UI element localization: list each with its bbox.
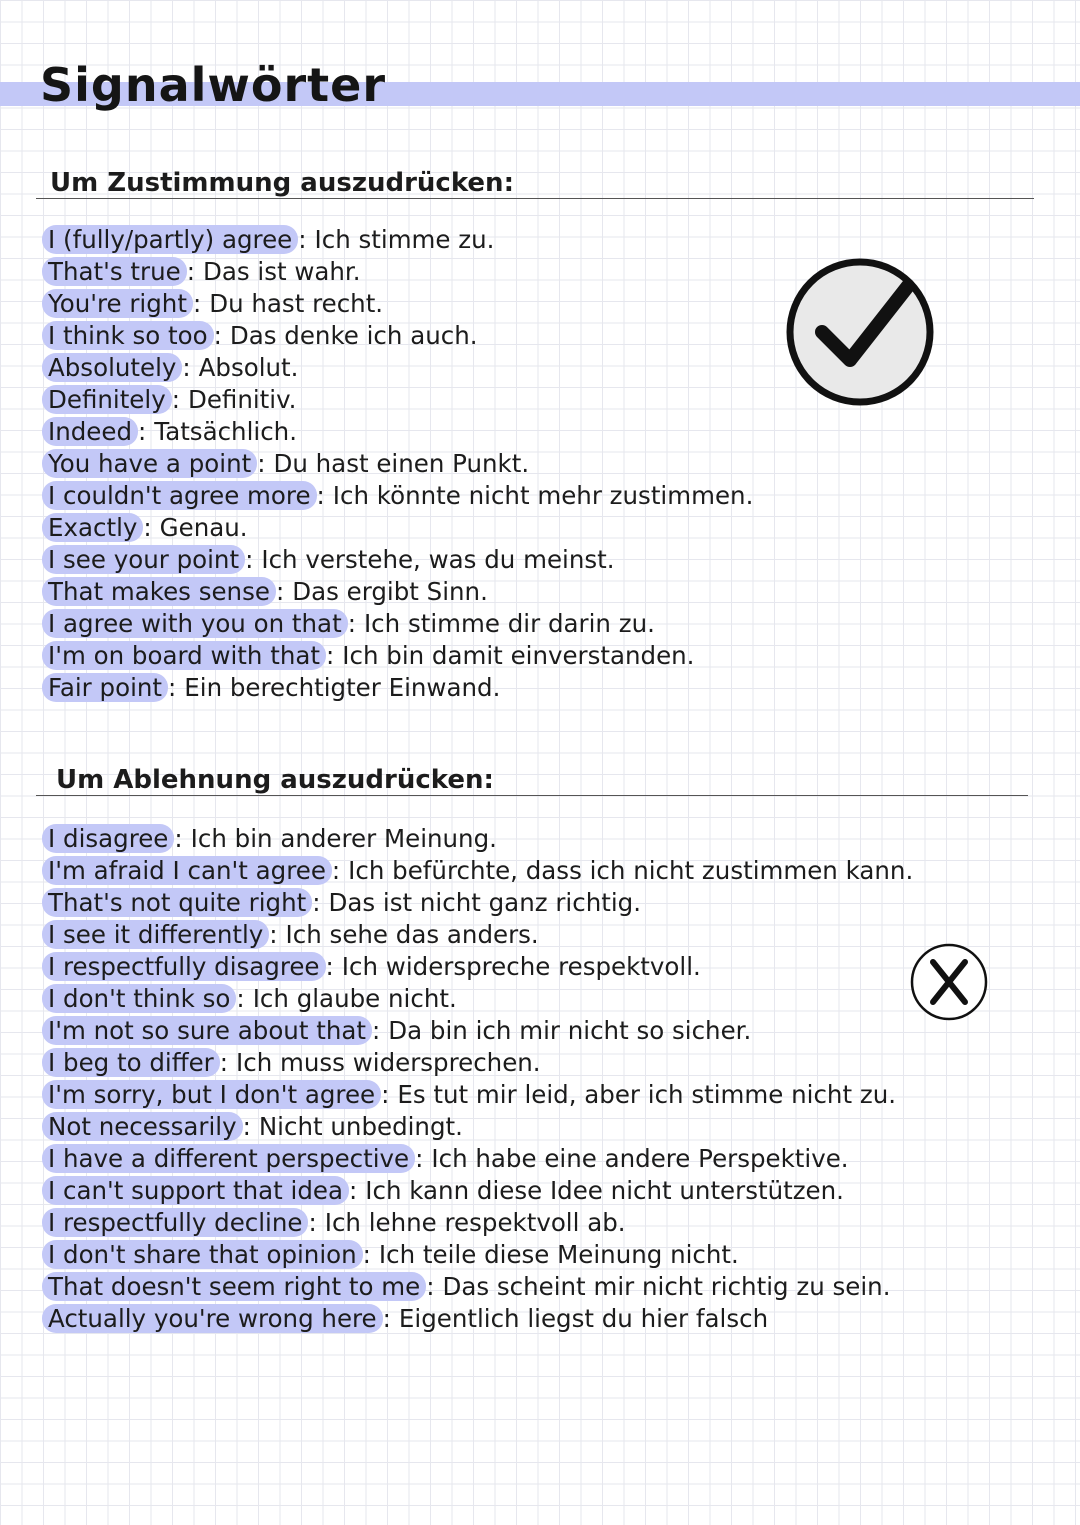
phrase-english: I (fully/partly) agree [42,225,298,254]
phrase-german: Eigentlich liegst du hier falsch [398,1304,769,1333]
phrase-separator: : [213,321,222,350]
phrase-english: Actually you're wrong here [42,1304,383,1333]
phrase-german: Ich widerspreche respektvoll. [341,952,701,981]
phrase-separator: : [325,641,335,670]
list-item [44,288,753,320]
phrase-separator: : [182,353,191,382]
phrase-german: Ich habe eine andere Perspektive. [431,1144,849,1173]
phrase-separator: : [325,952,334,981]
phrase-separator: : [362,1240,371,1269]
list-item [44,1239,913,1271]
phrase-english: That doesn't seem right to me [42,1272,426,1301]
phrase-english: That's not quite right [42,888,312,917]
page-title: Signalwörter [40,58,387,112]
phrase-separator: : [192,289,202,318]
phrase-separator: : [245,545,254,574]
phrase-separator: : [236,984,245,1013]
phrase-english: That makes sense [42,577,276,606]
phrase-english: I agree with you on that [42,609,348,638]
phrase-separator: : [381,1080,390,1109]
phrase-english: You have a point [42,449,257,478]
phrase-german: Tatsächlich. [154,417,297,446]
list-item [44,1175,913,1207]
phrase-english: Absolutely [42,353,182,382]
phrase-english: I'm sorry, but I don't agree [42,1080,381,1109]
phrase-separator: : [269,920,278,949]
phrase-english: That's true [42,257,187,286]
agree-divider [36,198,1034,199]
phrase-english: Indeed [42,417,138,446]
phrase-english: I disagree [42,824,174,853]
phrase-german: Definitiv. [187,385,297,414]
list-item [44,1111,913,1143]
phrase-separator: : [426,1272,435,1301]
phrase-german: Nicht unbedingt. [258,1112,463,1141]
phrase-english: I respectfully disagree [42,952,326,981]
x-circle-icon [909,942,989,1022]
list-item [44,887,913,919]
list-item [44,224,753,256]
list-item [44,256,753,288]
list-item [44,480,753,512]
list-item [44,608,753,640]
list-item [44,951,913,983]
phrase-german: Ich sehe das anders. [285,920,539,949]
phrase-german: Genau. [159,513,248,542]
list-item [44,544,753,576]
phrase-english: I don't share that opinion [42,1240,363,1269]
phrase-english: Exactly [42,513,143,542]
list-item [44,823,913,855]
phrase-english: I think so too [42,321,214,350]
phrase-german: Ich stimme dir darin zu. [363,609,655,638]
phrase-separator: : [242,1112,251,1141]
phrase-german: Ich bin anderer Meinung. [190,824,497,853]
phrase-separator: : [347,609,356,638]
phrase-german: Ich kann diese Idee nicht unterstützen. [365,1176,844,1205]
phrase-separator: : [257,449,266,478]
phrase-english: I see it differently [42,920,269,949]
phrase-separator: : [415,1144,424,1173]
phrase-german: Das ist nicht ganz richtig. [328,888,641,917]
phrase-separator: : [316,481,325,510]
list-item [44,983,913,1015]
list-item [44,512,753,544]
list-item [44,1303,913,1335]
phrase-german: Ich muss widersprechen. [236,1048,541,1077]
phrase-german: Ich befürchte, dass ich nicht zustimmen kann. [348,856,914,885]
phrase-separator: : [308,1208,317,1237]
phrase-german: Ich verstehe, was du meinst. [261,545,615,574]
phrase-english: I couldn't agree more [42,481,317,510]
phrase-german: Absolut. [198,353,299,382]
list-item [44,352,753,384]
list-item [44,1271,913,1303]
phrase-separator: : [143,513,152,542]
phrase-german: Ich lehne respektvoll ab. [324,1208,626,1237]
list-item [44,1015,913,1047]
phrase-separator: : [349,1176,358,1205]
phrase-separator: : [275,577,285,606]
phrase-separator: : [312,888,321,917]
phrase-english: Definitely [42,385,172,414]
phrase-separator: : [138,417,147,446]
phrase-separator: : [171,385,180,414]
phrase-separator: : [298,225,307,254]
phrase-english: I see your point [42,545,245,574]
phrase-german: Ich teile diese Meinung nicht. [378,1240,739,1269]
phrase-separator: : [168,673,177,702]
list-item [44,1143,913,1175]
phrase-german: Du hast einen Punkt. [273,449,530,478]
phrase-english: I'm not so sure about that [42,1016,372,1045]
phrase-german: Das ergibt Sinn. [292,577,488,606]
agree-list [44,224,753,704]
phrase-english: I'm on board with that [42,641,326,670]
agree-heading: Um Zustimmung auszudrücken: [50,168,514,198]
phrase-separator: : [372,1016,381,1045]
list-item [44,576,753,608]
list-item [44,919,913,951]
phrase-english: I have a different perspective [42,1144,415,1173]
list-item [44,1047,913,1079]
list-item [44,448,753,480]
list-item [44,320,753,352]
phrase-english: I respectfully decline [42,1208,308,1237]
phrase-english: You're right [42,289,193,318]
list-item [44,1079,913,1111]
phrase-separator: : [186,257,195,286]
phrase-german: Du hast recht. [209,289,384,318]
phrase-german: Da bin ich mir nicht so sicher. [388,1016,752,1045]
disagree-list [44,823,913,1335]
phrase-english: Fair point [42,673,168,702]
phrase-german: Das ist wahr. [202,257,361,286]
phrase-german: Ein berechtigter Einwand. [184,673,501,702]
phrase-separator: : [331,856,341,885]
phrase-separator: : [219,1048,229,1077]
list-item [44,416,753,448]
list-item [44,855,913,887]
phrase-german: Ich stimme zu. [314,225,495,254]
phrase-separator: : [382,1304,391,1333]
phrase-german: Das denke ich auch. [229,321,478,350]
list-item [44,1207,913,1239]
disagree-divider [36,795,1028,796]
phrase-german: Es tut mir leid, aber ich stimme nicht zu. [397,1080,897,1109]
phrase-english: I don't think so [42,984,236,1013]
list-item [44,384,753,416]
phrase-german: Ich bin damit einverstanden. [342,641,695,670]
phrase-german: Das scheint mir nicht richtig zu sein. [442,1272,891,1301]
phrase-english: I'm afraid I can't agree [42,856,332,885]
check-circle-icon [784,256,936,408]
phrase-english: I beg to differ [42,1048,220,1077]
phrase-separator: : [174,824,183,853]
disagree-heading: Um Ablehnung auszudrücken: [56,765,494,795]
list-item [44,640,753,672]
phrase-english: I can't support that idea [42,1176,349,1205]
list-item [44,672,753,704]
phrase-german: Ich glaube nicht. [252,984,457,1013]
phrase-english: Not necessarily [42,1112,243,1141]
phrase-german: Ich könnte nicht mehr zustimmen. [332,481,754,510]
